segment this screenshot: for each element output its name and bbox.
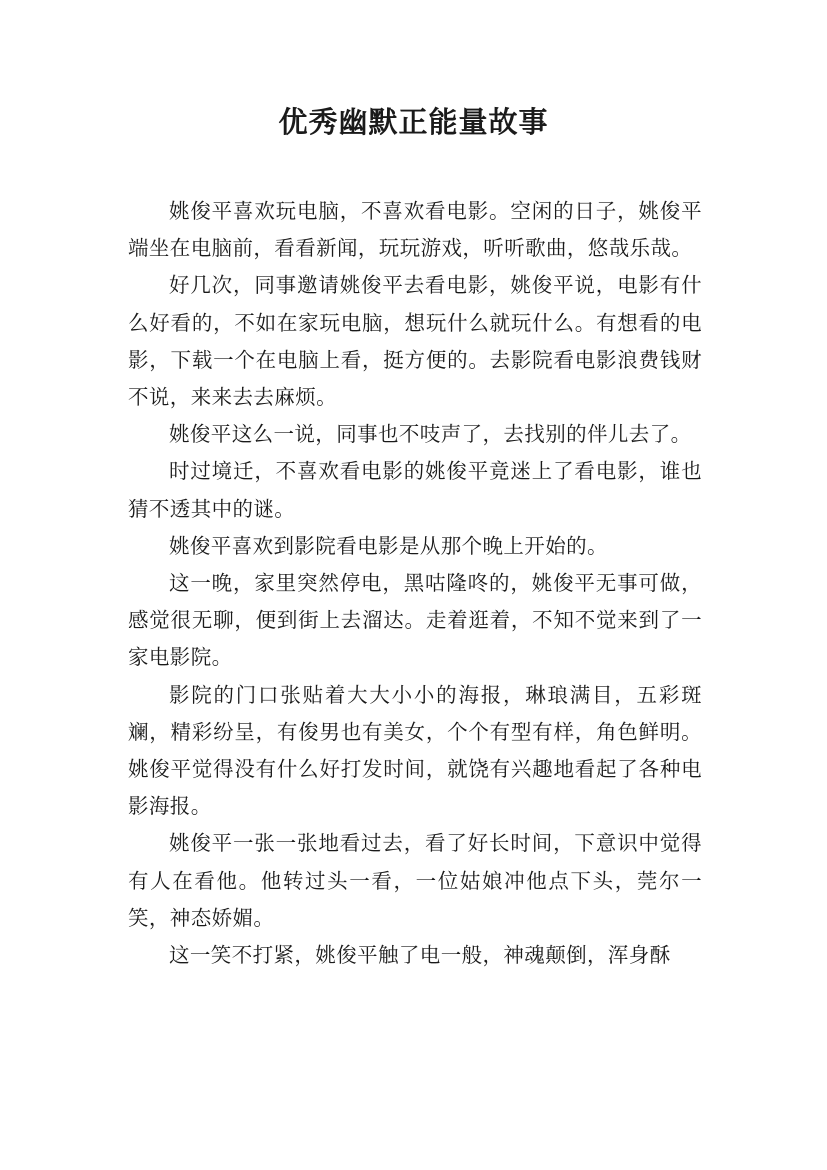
paragraph: 这一晚，家里突然停电，黑咕隆咚的，姚俊平无事可做，感觉很无聊，便到街上去溜达。走着逛着，不知不觉来到了一家电影院。 xyxy=(128,571,702,670)
paragraph: 这一笑不打紧，姚俊平触了电一般，神魂颠倒，浑身酥 xyxy=(169,943,671,968)
document-title: 优秀幽默正能量故事 xyxy=(278,105,549,139)
paragraph: 姚俊平喜欢玩电脑，不喜欢看电影。空闲的日子，姚俊平端坐在电脑前，看看新闻，玩玩游戏，听听歌曲，悠哉乐哉。 xyxy=(128,199,702,261)
paragraph: 好几次，同事邀请姚俊平去看电影，姚俊平说，电影有什么好看的，不如在家玩电脑，想玩什么就玩什么。有想看的电影，下载一个在电脑上看，挺方便的。去影院看电影浪费钱财不说，来来去去麻烦。 xyxy=(128,273,702,410)
paragraph: 影院的门口张贴着大大小小的海报，琳琅满目，五彩斑斓，精彩纷呈，有俊男也有美女，个个有型有样，角色鲜明。姚俊平觉得没有什么好打发时间，就饶有兴趣地看起了各种电影海报。 xyxy=(128,682,702,819)
paragraph: 时过境迁，不喜欢看电影的姚俊平竟迷上了看电影，谁也猜不透其中的谜。 xyxy=(128,459,702,521)
paragraph: 姚俊平这么一说，同事也不吱声了，去找别的伴儿去了。 xyxy=(169,422,692,447)
document-body xyxy=(128,193,702,974)
paragraph: 姚俊平一张一张地看过去，看了好长时间，下意识中觉得有人在看他。他转过头一看，一位姑娘冲他点下头，莞尔一笑，神态娇媚。 xyxy=(128,831,702,930)
paragraph: 姚俊平喜欢到影院看电影是从那个晚上开始的。 xyxy=(169,533,608,558)
